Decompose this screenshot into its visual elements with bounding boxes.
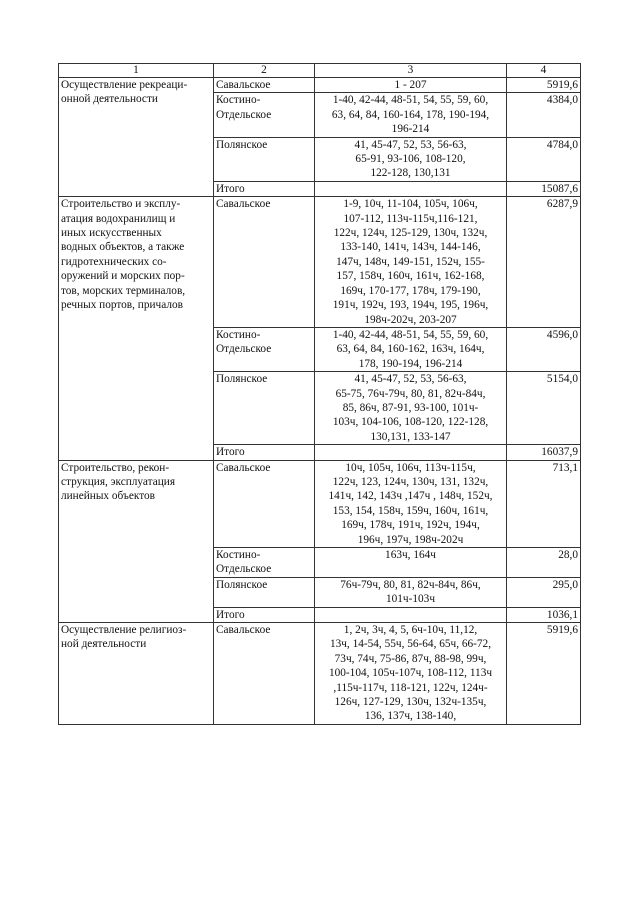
text-line: Савальское [216, 624, 271, 637]
text-line: Отдельское [216, 343, 272, 356]
text-line: линейных объектов [61, 490, 155, 503]
area-cell: 1036,1 [507, 607, 581, 622]
quarters-cell [315, 460, 507, 547]
forestry-cell [214, 445, 315, 460]
quarters-cell [315, 607, 507, 622]
quarters-cell [315, 181, 507, 196]
table-row [59, 78, 581, 93]
text-line: Итого [216, 182, 245, 195]
text-line: 13ч, 14-54, 55ч, 56-64, 65ч, 66-72, [329, 638, 492, 651]
text-line: Итого [216, 608, 245, 621]
text-line: Полянское [216, 138, 268, 151]
text-line: Осуществление рекреаци- [61, 79, 188, 91]
header-row [59, 64, 581, 78]
forestry-cell [214, 137, 315, 181]
quarters-cell [315, 577, 507, 607]
text-line: 136, 137ч, 138-140, [364, 710, 457, 723]
quarters-cell [315, 93, 507, 137]
header-cell-4: 4 [507, 64, 581, 78]
text-line: струкция, эксплуатация [61, 475, 176, 488]
text-line: атация водохранилищ и [61, 212, 176, 225]
area-cell: 5154,0 [507, 372, 581, 445]
text-line: речных портов, причалов [61, 299, 183, 312]
text-line: 41, 45-47, 52, 53, 56-63, [354, 138, 467, 151]
forestry-cell [214, 93, 315, 137]
text-line: 122ч, 124ч, 125-129, 130ч, 132ч, [333, 227, 488, 240]
text-line: 100-104, 105ч-107ч, 108-112, 113ч [328, 667, 493, 680]
text-line: Савальское [216, 461, 271, 474]
table-row [59, 623, 581, 725]
text-line: Строительство и эксплу- [61, 198, 181, 211]
forestry-cell [214, 460, 315, 547]
text-line: Костино- [216, 549, 261, 561]
text-line: 63, 64, 84, 160-164, 178, 190-194, [331, 108, 490, 121]
area-cell: 15087,6 [507, 181, 581, 196]
text-line: 122ч, 123, 124ч, 130ч, 131, 132ч, [332, 475, 489, 488]
forestry-cell [214, 548, 315, 578]
header-cell-3: 3 [315, 64, 507, 78]
text-line: ,115ч-117ч, 118-121, 122ч, 124ч- [333, 681, 488, 694]
text-line: 101ч-103ч [385, 593, 436, 606]
purpose-cell [59, 460, 214, 622]
text-line: 196ч, 197ч, 198ч-202ч [357, 533, 464, 546]
text-line: Осуществление религиоз- [61, 624, 187, 637]
forest-use-table [58, 63, 581, 725]
text-line: 157, 158ч, 160ч, 161ч, 162-168, [336, 270, 485, 283]
area-cell: 6287,9 [507, 197, 581, 328]
forestry-cell [214, 607, 315, 622]
text-line: 191ч, 192ч, 193, 194ч, 195, 196ч, [332, 299, 489, 312]
text-line: Костино- [216, 94, 261, 107]
area-cell: 5919,6 [507, 623, 581, 725]
text-line: 1 - 207 [394, 79, 427, 91]
text-line: 126ч, 127-129, 130ч, 132ч-135ч, [334, 696, 487, 709]
forestry-cell [214, 181, 315, 196]
text-line: Отдельское [216, 563, 272, 576]
table-row [59, 460, 581, 547]
text-line: Костино- [216, 328, 261, 341]
text-line: 1-9, 10ч, 11-104, 105ч, 106ч, [343, 198, 478, 211]
text-line: 196-214 [391, 123, 430, 136]
purpose-cell [59, 623, 214, 725]
text-line: 153, 154, 158ч, 159ч, 160ч, 161ч, [332, 504, 489, 517]
text-line: Отдельское [216, 108, 272, 121]
quarters-cell [315, 548, 507, 578]
text-line: Полянское [216, 373, 268, 386]
area-cell: 16037,9 [507, 445, 581, 460]
text-line: 41, 45-47, 52, 53, 56-63, [354, 373, 467, 386]
text-line: 178, 190-194, 196-214 [358, 357, 463, 370]
forestry-cell [214, 372, 315, 445]
area-cell: 4384,0 [507, 93, 581, 137]
text-line: 147ч, 148ч, 149-151, 152ч, 155- [336, 255, 485, 268]
text-line: 76ч-79ч, 80, 81, 82ч-84ч, 86ч, [340, 578, 481, 591]
quarters-cell [315, 445, 507, 460]
text-line: оружений и морских пор- [61, 270, 185, 283]
quarters-cell [315, 197, 507, 328]
text-line: ной деятельности [61, 638, 147, 651]
text-line: 73ч, 74ч, 75-86, 87ч, 88-98, 99ч, [334, 652, 487, 665]
header-cell-2: 2 [214, 64, 315, 78]
area-cell: 5919,6 [507, 78, 581, 93]
text-line: онной деятельности [61, 93, 158, 106]
text-line: Савальское [216, 198, 271, 211]
forestry-cell [214, 197, 315, 328]
text-line: 1-40, 42-44, 48-51, 54, 55, 59, 60, [332, 94, 489, 107]
forestry-cell [214, 78, 315, 93]
text-line: Полянское [216, 578, 268, 591]
area-cell: 28,0 [507, 548, 581, 578]
text-line: 133-140, 141ч, 143ч, 144-146, [340, 241, 481, 254]
header-cell-1: 1 [59, 64, 214, 78]
text-line: 122-128, 130,131 [370, 167, 451, 180]
text-line: 107-112, 113ч-115ч,116-121, [343, 212, 478, 225]
text-line: 65-91, 93-106, 108-120, [355, 153, 466, 166]
text-line: 130,131, 133-147 [370, 430, 451, 443]
text-line: 103ч, 104-106, 108-120, 122-128, [332, 416, 489, 429]
forestry-cell [214, 623, 315, 725]
text-line: 85, 86ч, 87-91, 93-100, 101ч- [342, 401, 479, 414]
text-line: 163ч, 164ч [385, 549, 436, 561]
text-line: 65-75, 76ч-79ч, 80, 81, 82ч-84ч, [335, 387, 486, 400]
text-line: 1, 2ч, 3ч, 4, 5, 6ч-10ч, 11,12, [343, 624, 478, 637]
quarters-cell [315, 372, 507, 445]
area-cell: 295,0 [507, 577, 581, 607]
text-line: Итого [216, 446, 245, 459]
quarters-cell [315, 137, 507, 181]
purpose-cell [59, 78, 214, 197]
text-line: 141ч, 142, 143ч ,147ч , 148ч, 152ч, [328, 490, 493, 503]
text-line: 1-40, 42-44, 48-51, 54, 55, 59, 60, [332, 328, 489, 341]
text-line: Строительство, рекон- [61, 461, 170, 474]
text-line: тов, морских терминалов, [61, 284, 186, 297]
area-cell: 713,1 [507, 460, 581, 547]
text-line: водных объектов, а также [61, 241, 185, 254]
text-line: 169ч, 178ч, 191ч, 192ч, 194ч, [341, 519, 480, 532]
text-line: 10ч, 105ч, 106ч, 113ч-115ч, [345, 461, 476, 474]
table-body [59, 64, 581, 725]
table-row [59, 197, 581, 328]
purpose-cell [59, 197, 214, 460]
text-line: иных искусственных [61, 227, 162, 240]
quarters-cell [315, 327, 507, 371]
area-cell: 4784,0 [507, 137, 581, 181]
quarters-cell [315, 78, 507, 93]
forestry-cell [214, 577, 315, 607]
text-line: Савальское [216, 79, 271, 91]
forestry-cell [214, 327, 315, 371]
text-line: 198ч-202ч, 203-207 [364, 313, 457, 326]
area-cell: 4596,0 [507, 327, 581, 371]
text-line: гидротехнических со- [61, 255, 167, 268]
text-line: 169ч, 170-177, 178ч, 179-190, [340, 284, 481, 297]
text-line: 63, 64, 84, 160-162, 163ч, 164ч, [336, 343, 485, 356]
quarters-cell [315, 623, 507, 725]
